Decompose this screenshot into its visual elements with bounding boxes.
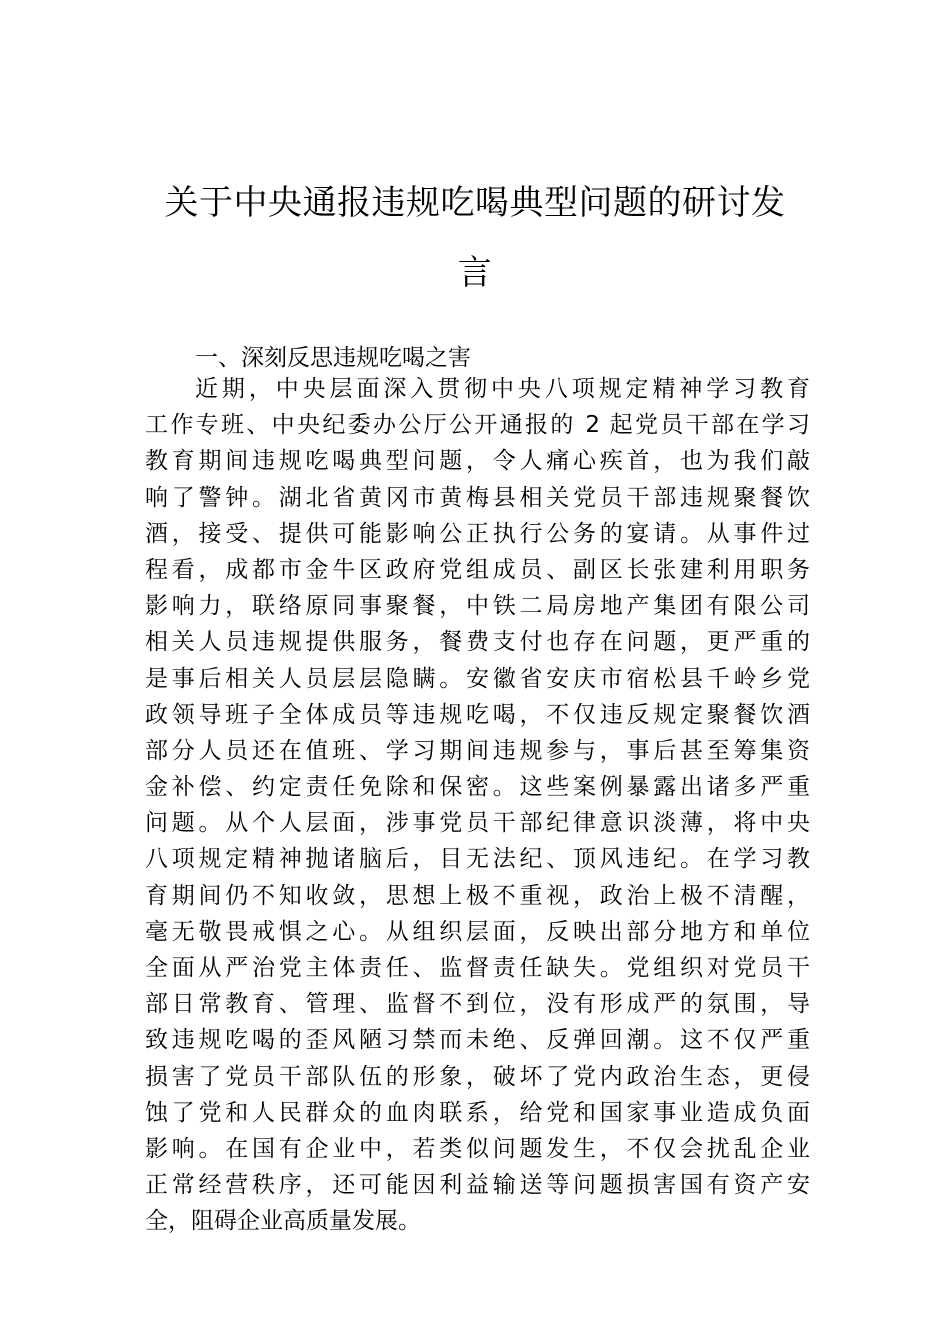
paragraph-line: 全，阻碍企业高质量发展。: [145, 1208, 421, 1235]
paragraph-line: 响了警钟。湖北省黄冈市黄梅县相关党员干部违规聚餐饮: [145, 484, 810, 511]
paragraph-line: 教育期间违规吃喝典型问题，令人痛心疾首，也为我们敲: [145, 448, 810, 475]
document-title: [140, 168, 810, 308]
paragraph-line: 金补偿、约定责任免除和保密。这些案例暴露出诸多严重: [145, 774, 810, 801]
paragraph-line: 全面从严治党主体责任、监督责任缺失。党组织对党员干: [145, 955, 810, 981]
paragraph-line: 程看，成都市金牛区政府党组成员、副区长张建利用职务: [145, 556, 810, 583]
paragraph-line: 部日常教育、管理、监督不到位，没有形成严的氛围，导: [145, 991, 810, 1018]
paragraph-line: 酒，接受、提供可能影响公正执行公务的宴请。从事件过: [145, 520, 810, 547]
paragraph-line: 工作专班、中央纪委办公厅公开通报的 2 起党员干部在学习: [145, 412, 810, 439]
paragraph-line: 蚀了党和人民群众的血肉联系，给党和国家事业造成负面: [145, 1099, 810, 1126]
paragraph-line: 是事后相关人员层层隐瞒。安徽省安庆市宿松县千岭乡党: [145, 665, 810, 692]
paragraph-line: 致违规吃喝的歪风陋习禁而未绝、反弹回潮。这不仅严重: [145, 1027, 810, 1054]
paragraph-line: 损害了党员干部队伍的形象，破坏了党内政治生态，更侵: [145, 1063, 810, 1090]
body-paragraph: [145, 371, 810, 1240]
paragraph-line: 毫无敬畏戒惧之心。从组织层面，反映出部分地方和单位: [145, 918, 810, 945]
title-line-2: 言: [457, 253, 493, 293]
paragraph-line: 相关人员违规提供服务，餐费支付也存在问题，更严重的: [145, 629, 810, 656]
paragraph-line: 八项规定精神抛诸脑后，目无法纪、顶风违纪。在学习教: [145, 846, 810, 873]
title-line-1: 关于中央通报违规吃喝典型问题的研讨发: [164, 183, 786, 223]
section-heading: 一、深刻反思违规吃喝之害: [195, 345, 471, 371]
paragraph-line: 正常经营秩序，还可能因利益输送等问题损害国有资产安: [145, 1172, 810, 1199]
paragraph-line: 育期间仍不知收敛，思想上极不重视，政治上极不清醒，: [145, 882, 810, 909]
paragraph-line: 问题。从个人层面，涉事党员干部纪律意识淡薄，将中央: [145, 810, 810, 837]
paragraph-line: 部分人员还在值班、学习期间违规参与，事后甚至筹集资: [145, 737, 810, 764]
paragraph-line: 政领导班子全体成员等违规吃喝，不仅违反规定聚餐饮酒: [145, 701, 810, 728]
paragraph-line: 影响力，联络原同事聚餐，中铁二局房地产集团有限公司: [145, 593, 810, 620]
paragraph-line: 近期，中央层面深入贯彻中央八项规定精神学习教育: [195, 376, 810, 402]
paragraph-line: 影响。在国有企业中，若类似问题发生，不仅会扰乱企业: [145, 1135, 810, 1162]
